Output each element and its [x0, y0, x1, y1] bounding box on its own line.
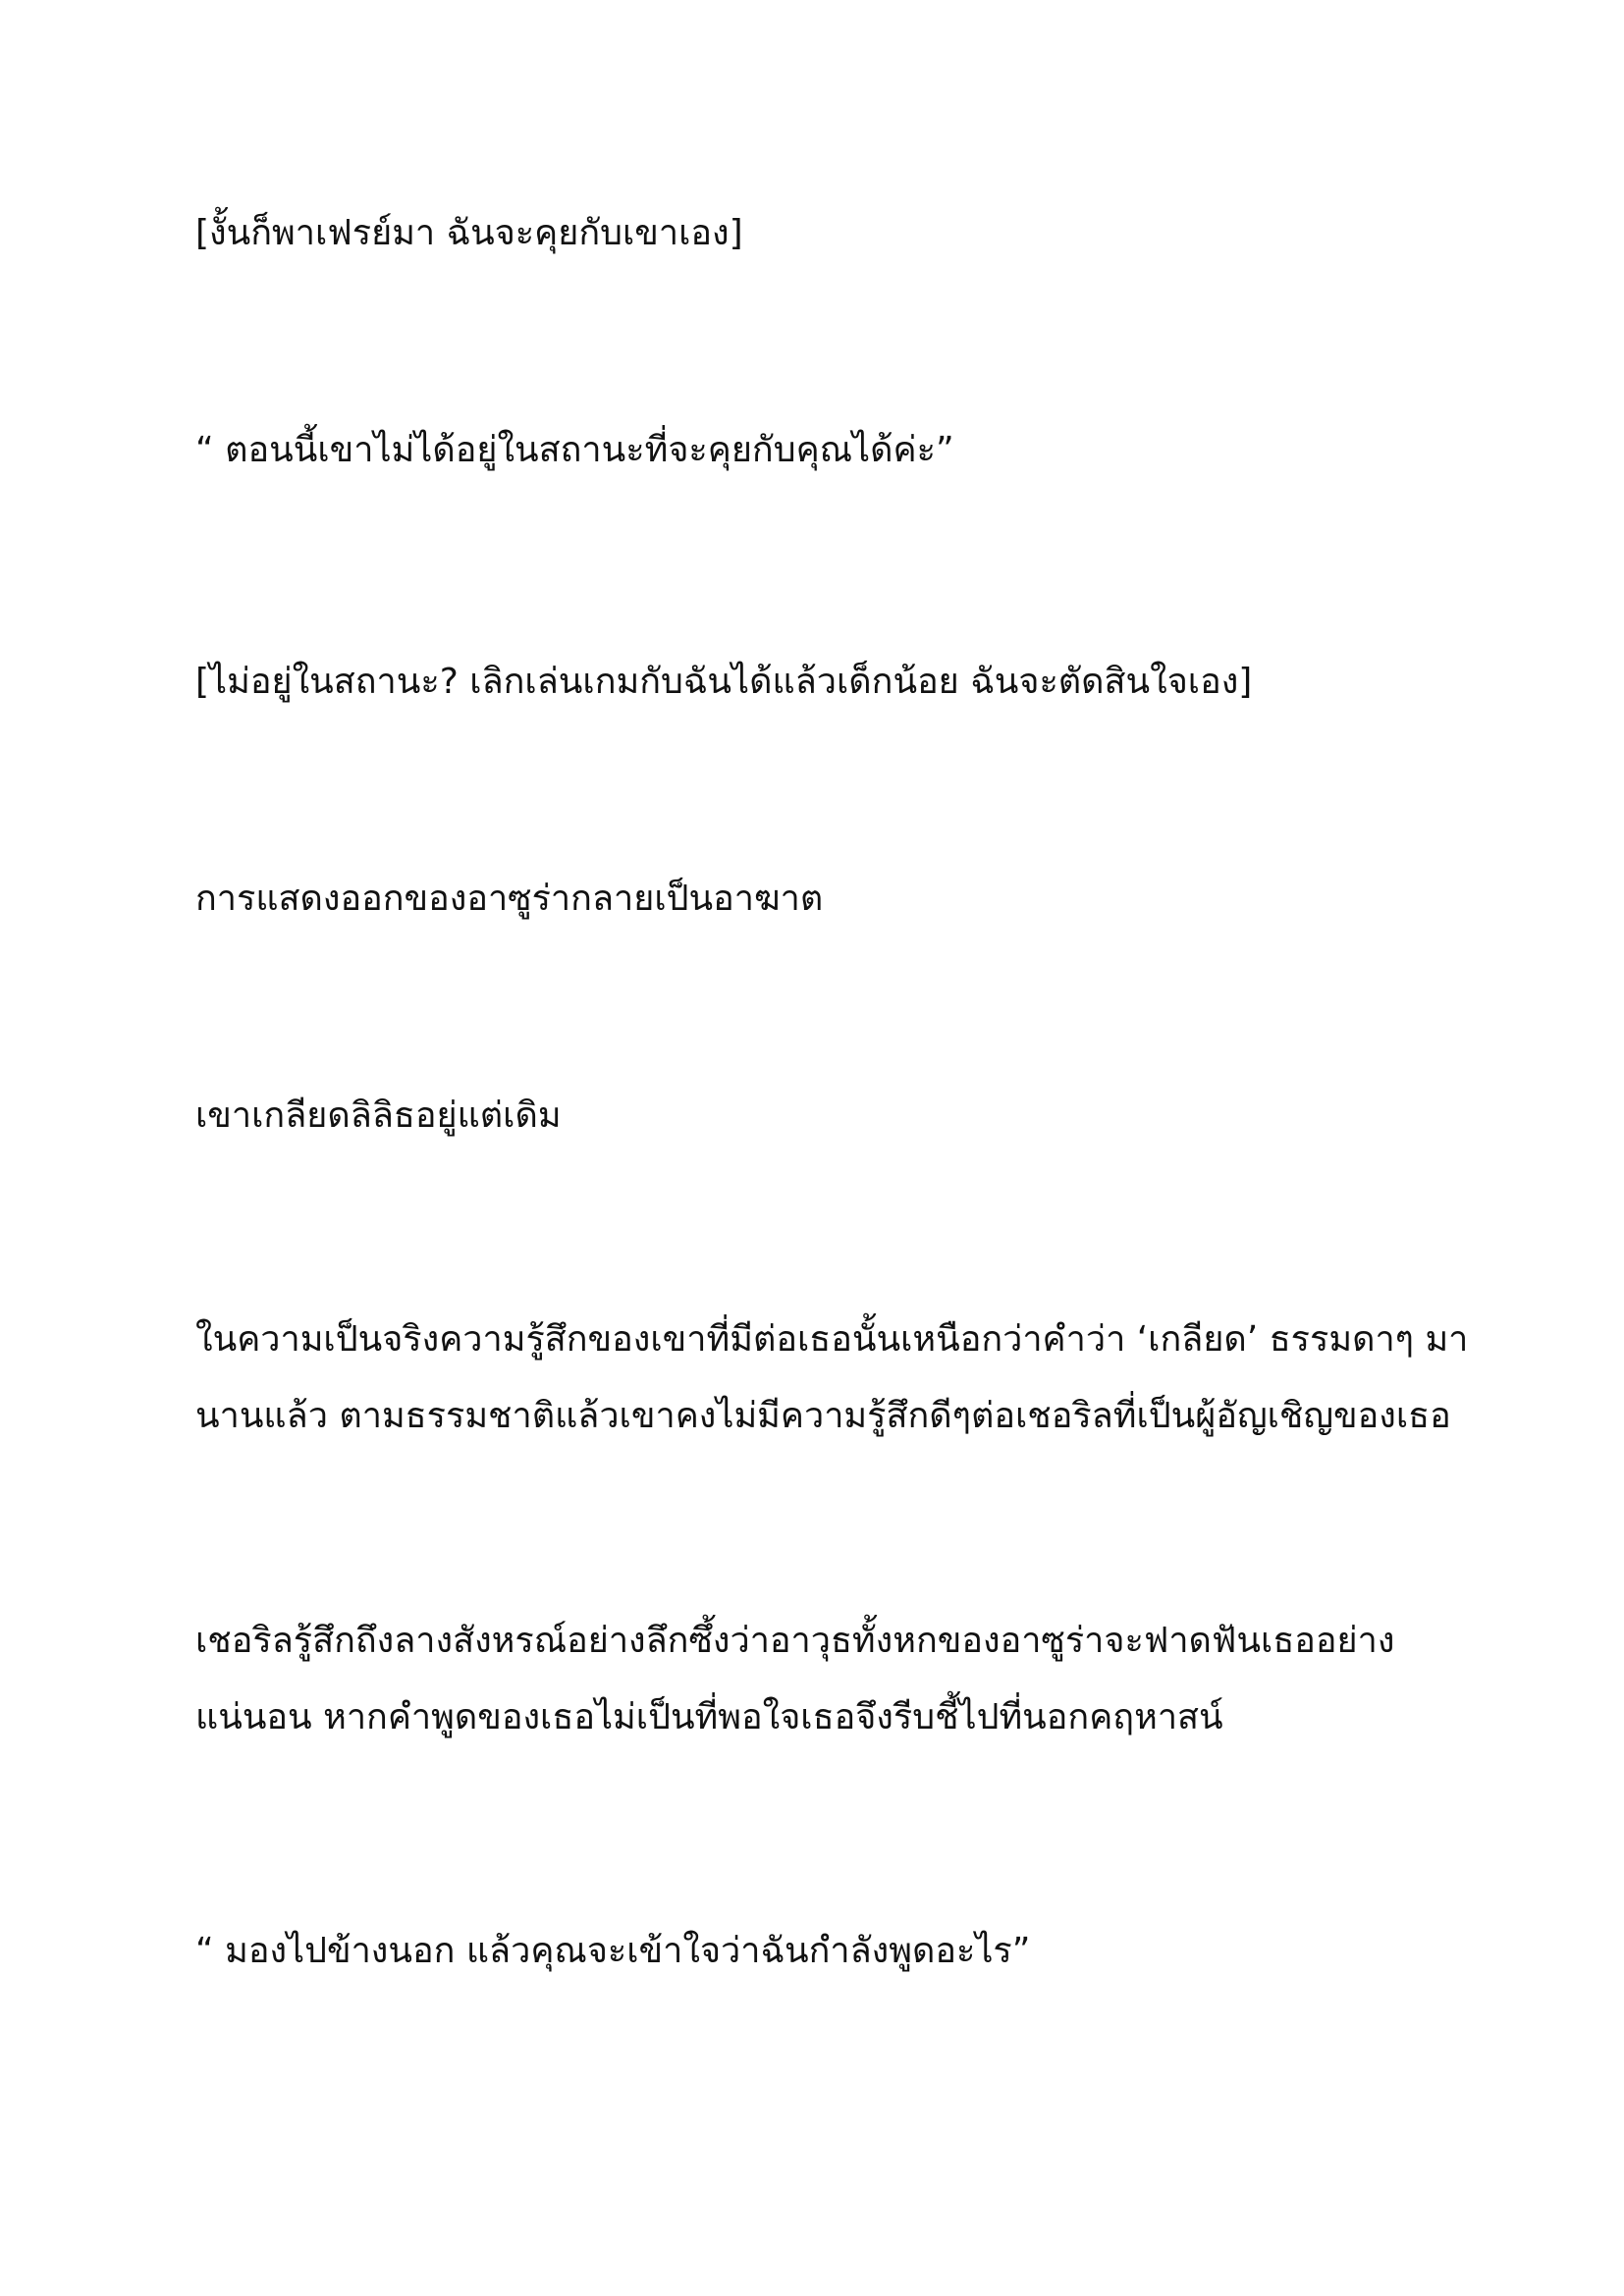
paragraph-8 [195, 1913, 1472, 1990]
text-line: “ ตอนนี้เขาไม่ได้อยู่ในสถานะที่จะคุยกับคุณได้ค่ะ” [195, 430, 954, 470]
paragraph-7 [195, 1603, 1472, 1756]
paragraph-1 [195, 195, 1472, 272]
text-line: แน่นอน หากคำพูดของเธอไม่เป็นที่พอใจเธอจึงรีบชี้ไปที่นอกคฤหาสน์ [195, 1697, 1223, 1737]
text-line: เชอริลรู้สึกถึงลางสังหรณ์อย่างลึกซึ้งว่าอาวุธทั้งหกของอาซูร่าจะฟาดฟันเธออย่าง [195, 1621, 1395, 1661]
text-line: [ไม่อยู่ในสถานะ? เลิกเล่นเกมกับฉันได้แล้วเด็กน้อย ฉันจะตัดสินใจเอง] [195, 662, 1253, 702]
text-line: [งั้นก็พาเฟรย์มา ฉันจะคุยกับเขาเอง] [195, 213, 743, 253]
paragraph-4 [195, 861, 1472, 937]
paragraph-3 [195, 644, 1472, 721]
paragraph-2 [195, 412, 1472, 489]
text-line: “ มองไปข้างนอก แล้วคุณจะเข้าใจว่าฉันกำลังพูดอะไร” [195, 1931, 1031, 1971]
paragraph-6 [195, 1302, 1472, 1455]
text-line: นานแล้ว ตามธรรมชาติแล้วเขาคงไม่มีความรู้สึกดีๆต่อเชอริลที่เป็นผู้อัญเชิญของเธอ [195, 1396, 1451, 1436]
text-line: เขาเกลียดลิลิธอยู่แต่เดิม [195, 1095, 562, 1136]
paragraph-5 [195, 1078, 1472, 1154]
text-line: การแสดงออกของอาซูร่ากลายเป็นอาฆาต [195, 879, 824, 919]
text-line: ในความเป็นจริงความรู้สึกของเขาที่มีต่อเธอนั้นเหนือกว่าคำว่า ‘เกลียด’ ธรรมดาๆ มา [195, 1319, 1469, 1360]
